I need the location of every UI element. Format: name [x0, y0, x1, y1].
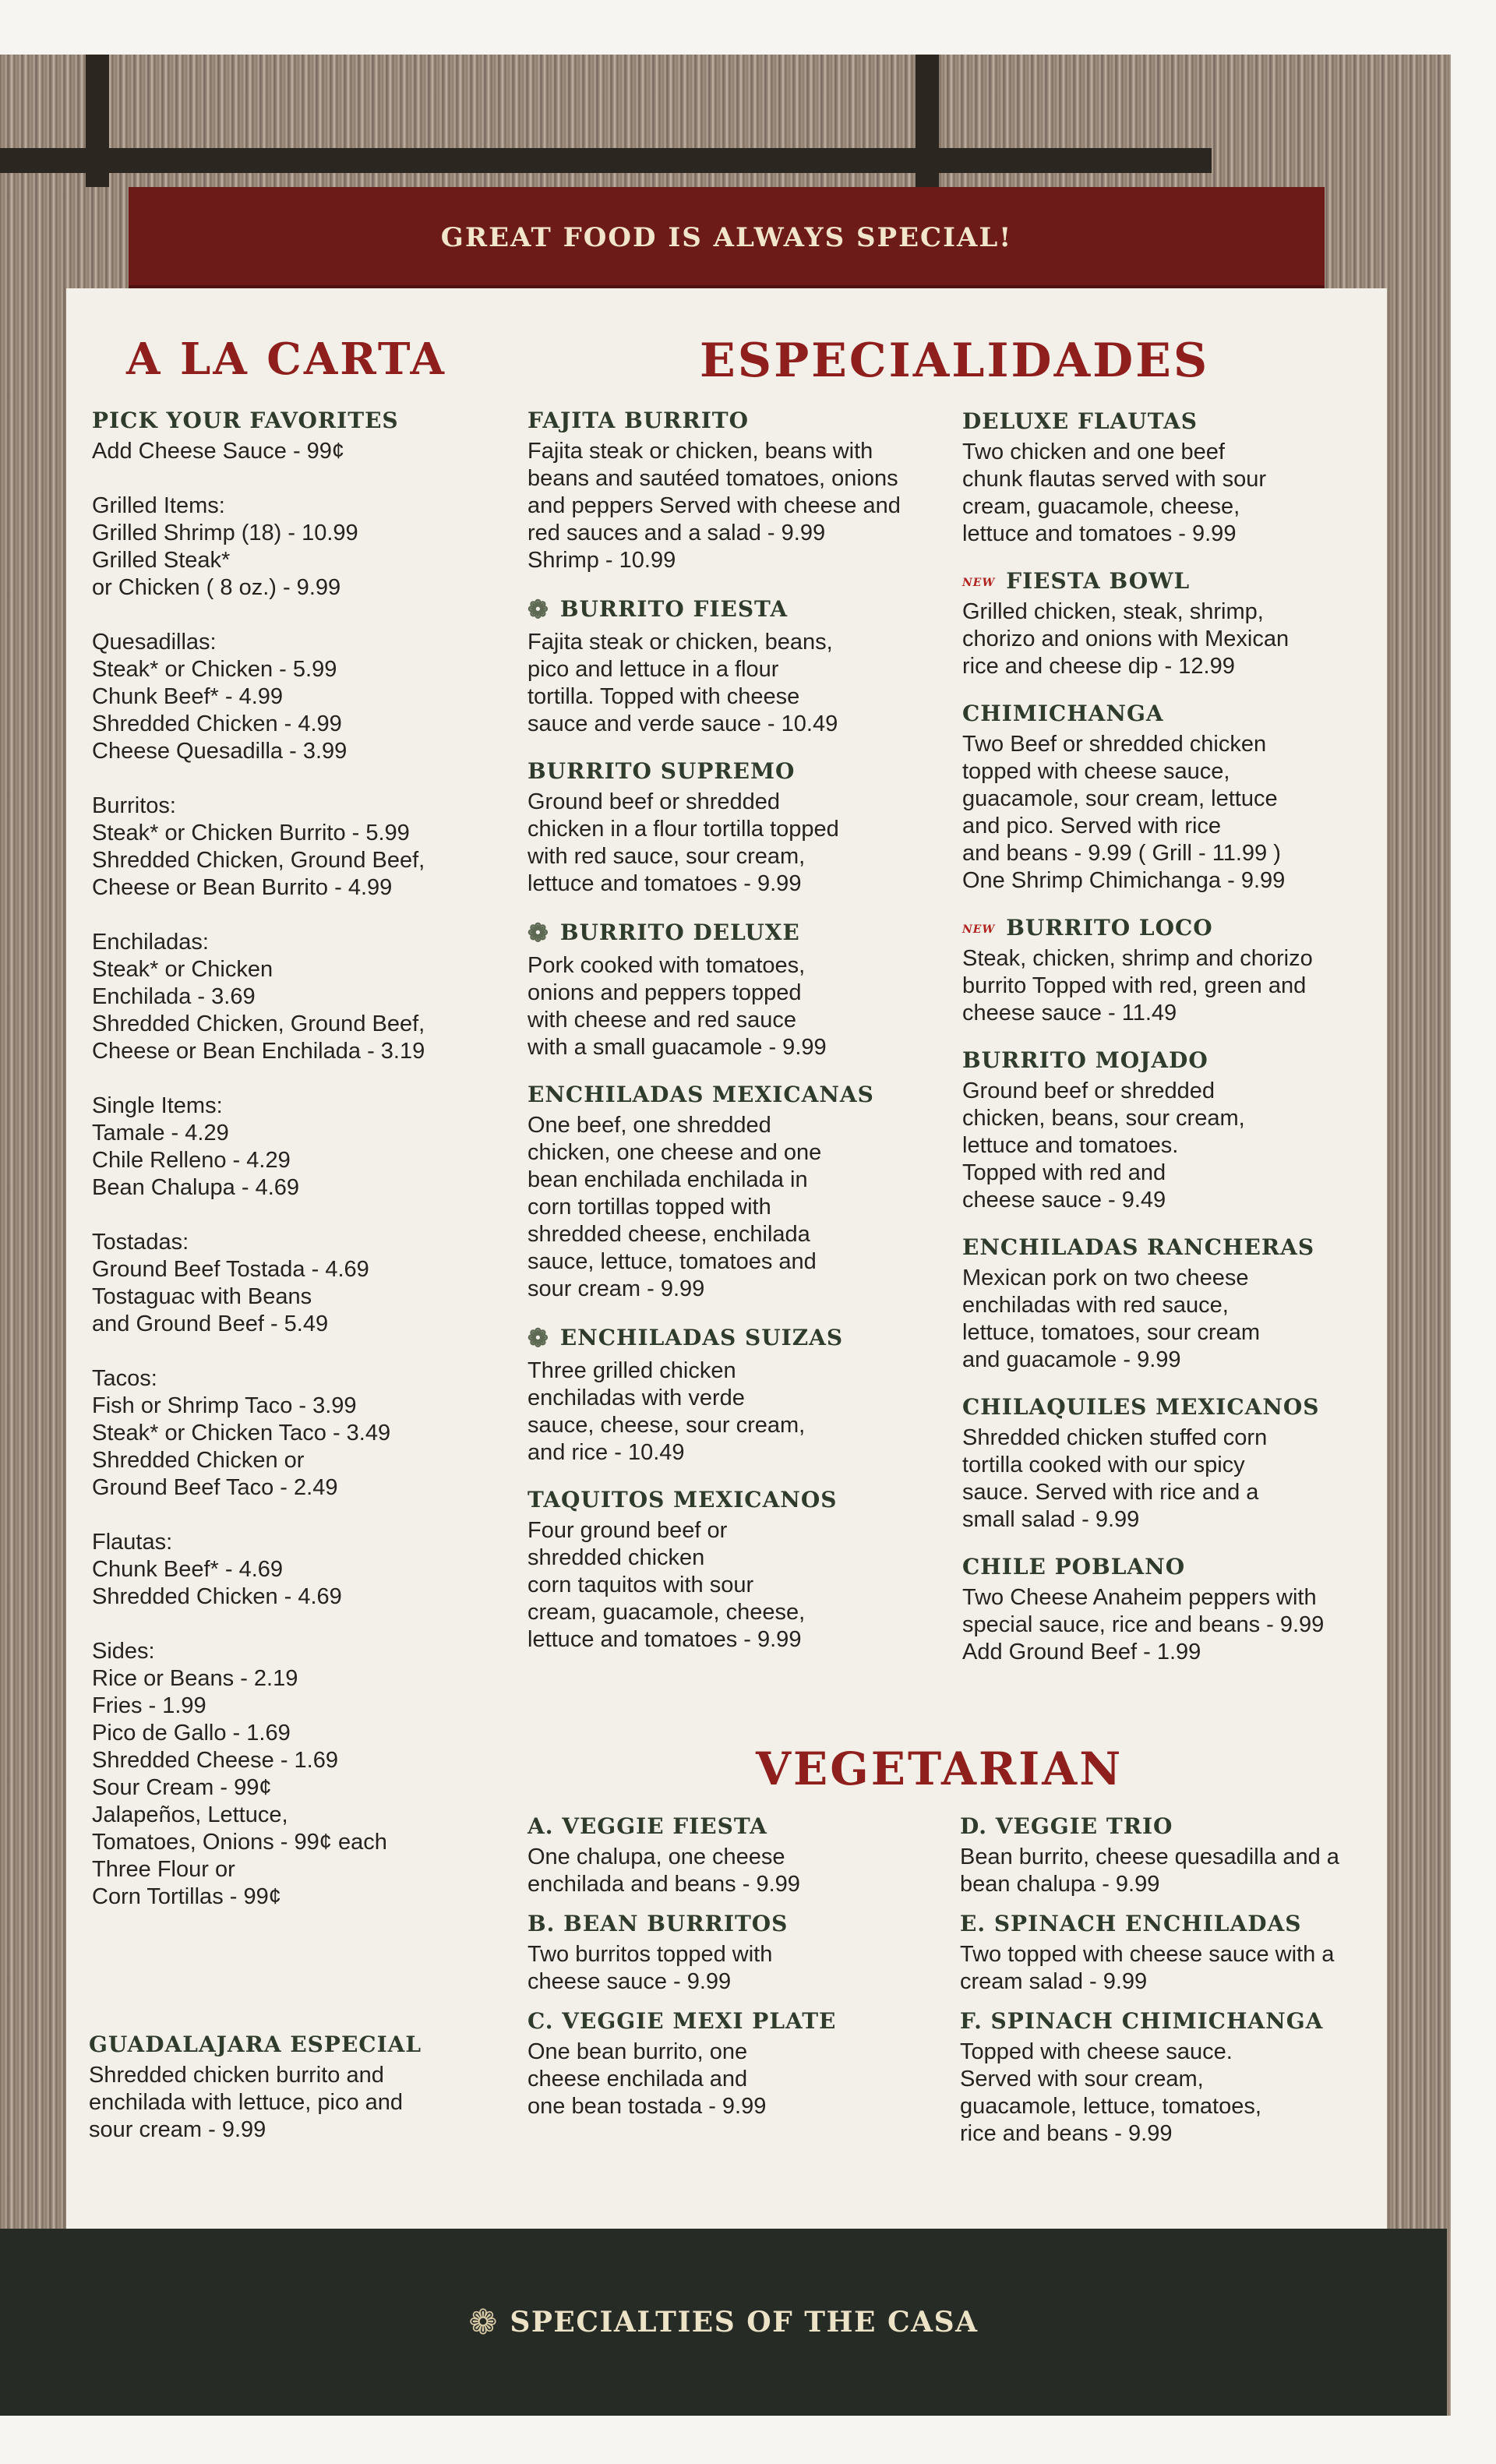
item-name-text: A. VEGGIE FIESTA	[527, 1813, 767, 1839]
item-name-text: BURRITO MOJADO	[962, 1047, 1208, 1073]
vegetarian-column-2	[960, 1813, 1396, 2160]
menu-item	[962, 408, 1383, 548]
menu-item	[962, 1554, 1383, 1666]
flower-icon: ❁	[527, 595, 549, 624]
item-name	[527, 2008, 948, 2034]
menu-item	[527, 1323, 964, 1467]
menu-item	[962, 1047, 1383, 1214]
item-description: Pork cooked with tomatoes, onions and peppers topped with cheese and red sauce with a small guacamole - 9.99	[527, 953, 827, 1060]
item-description: Steak, chicken, shrimp and chorizo burrito Topped with red, green and cheese sauce - 11.49	[962, 946, 1313, 1025]
item-description: Two topped with cheese sauce with a cream salad - 9.99	[960, 1942, 1335, 1994]
item-description: One beef, one shredded chicken, one cheese and one bean enchilada enchilada in corn tortillas topped with shredded cheese, enchilada sauce, lettuce, tomatoes and sour cream - 9.99	[527, 1113, 822, 1301]
a-la-carta-group: Flautas: Chunk Beef* - 4.69 Shredded Chicken - 4.69	[92, 1530, 342, 1609]
flower-icon: ❁	[527, 918, 549, 948]
item-description: Fajita steak or chicken, beans with beans and sautéed tomatoes, onions and peppers Served with cheese and red sauces and a salad - 9.99 Shrimp - 10.99	[527, 439, 901, 573]
item-description: Grilled chicken, steak, shrimp, chorizo and onions with Mexican rice and cheese dip - 12.99	[962, 599, 1290, 679]
footer-bar	[0, 2229, 1447, 2416]
menu-item	[527, 1911, 948, 1996]
item-description: Two Beef or shredded chicken topped with cheese sauce, guacamole, sour cream, lettuce and pico. Served with rice and beans - 9.99 ( Grill - 11.99 ) One Shrimp Chimichanga - 9.99	[962, 732, 1286, 893]
item-name-text: C. VEGGIE MEXI PLATE	[527, 2008, 837, 2034]
guadalajara-especial	[89, 2032, 510, 2144]
item-name-text: ENCHILADAS SUIZAS	[559, 1325, 844, 1350]
flower-icon: ❁	[468, 2303, 498, 2342]
a-la-carta-group: Burritos: Steak* or Chicken Burrito - 5.99 Shredded Chicken, Ground Beef, Cheese or Bean Burrito - 4.99	[92, 793, 425, 900]
beam-vertical-left	[86, 55, 109, 187]
menu-item	[527, 2008, 948, 2120]
item-name	[962, 1234, 1383, 1260]
title-a-la-carta: A LA CARTA	[126, 334, 446, 385]
menu-item	[962, 1234, 1383, 1374]
item-name	[527, 918, 964, 948]
menu-item	[527, 1487, 964, 1654]
item-name	[527, 758, 964, 784]
especialidades-column-2	[962, 408, 1383, 1686]
item-name	[962, 1394, 1383, 1420]
item-description: One bean burrito, one cheese enchilada and one bean tostada - 9.99	[527, 2039, 767, 2119]
a-la-carta-group: Grilled Items: Grilled Shrimp (18) - 10.99 Grilled Steak* or Chicken ( 8 oz.) - 9.99	[92, 493, 358, 600]
item-name	[527, 1487, 964, 1513]
a-la-carta-group: Tostadas: Ground Beef Tostada - 4.69 Tostaguac with Beans and Ground Beef - 5.49	[92, 1230, 369, 1336]
a-la-carta-group: Tacos: Fish or Shrimp Taco - 3.99 Steak* or Chicken Taco - 3.49 Shredded Chicken or Ground Beef Taco - 2.49	[92, 1366, 391, 1500]
menu-item	[960, 2008, 1396, 2148]
a-la-carta-group: Enchiladas: Steak* or Chicken Enchilada - 3.69 Shredded Chicken, Ground Beef, Cheese or Bean Enchilada - 3.19	[92, 930, 425, 1064]
new-badge: NEW	[962, 923, 996, 936]
item-name	[527, 1911, 948, 1936]
top-banner	[129, 187, 1325, 288]
item-name	[962, 1047, 1383, 1073]
flower-icon: ❁	[527, 1323, 549, 1353]
item-description: Topped with cheese sauce. Served with sour cream, guacamole, lettuce, tomatoes, rice and beans - 9.99	[960, 2039, 1261, 2146]
menu-item	[527, 758, 964, 898]
item-name	[527, 595, 964, 624]
item-name	[962, 568, 1383, 594]
item-name-text: D. VEGGIE TRIO	[960, 1813, 1173, 1839]
a-la-carta-group: Sides: Rice or Beans - 2.19 Fries - 1.99 Pico de Gallo - 1.69 Shredded Cheese - 1.69 Sour Cream - 99¢ Jalapeños, Lettuce, Tomatoes, Onions - 99¢ each Three Flour or Corn Tortillas - 99¢	[92, 1639, 387, 1909]
item-name: GUADALAJARA ESPECIAL	[89, 2032, 422, 2057]
title-especialidades: ESPECIALIDADES	[700, 334, 1210, 388]
menu-item	[527, 1813, 948, 1898]
item-name	[962, 701, 1383, 726]
menu-item	[960, 1911, 1396, 1996]
item-name-text: BURRITO LOCO	[1006, 915, 1213, 941]
item-name	[527, 1323, 964, 1353]
menu-item	[962, 701, 1383, 895]
item-name	[527, 408, 964, 433]
beam-horizontal	[0, 148, 1212, 173]
a-la-carta-group: Single Items: Tamale - 4.29 Chile Relleno - 4.29 Bean Chalupa - 4.69	[92, 1093, 300, 1200]
item-name	[962, 408, 1383, 434]
item-name-text: BURRITO DELUXE	[559, 920, 800, 945]
item-name-text: FIESTA BOWL	[1006, 568, 1191, 594]
item-description: Shredded chicken burrito and enchilada with lettuce, pico and sour cream - 9.99	[89, 2063, 404, 2142]
a-la-carta-group: Add Cheese Sauce - 99¢	[92, 439, 345, 464]
footer-text: SPECIALTIES OF THE CASA	[510, 2306, 979, 2339]
item-description: Shredded chicken stuffed corn tortilla cooked with our spicy sauce. Served with rice and a small salad - 9.99	[962, 1425, 1268, 1532]
item-description: Mexican pork on two cheese enchiladas with red sauce, lettuce, tomatoes, sour cream and guacamole - 9.99	[962, 1266, 1260, 1372]
item-description: Bean burrito, cheese quesadilla and a bean chalupa - 9.99	[960, 1844, 1339, 1897]
a-la-carta-group: Quesadillas: Steak* or Chicken - 5.99 Chunk Beef* - 4.99 Shredded Chicken - 4.99 Cheese Quesadilla - 3.99	[92, 630, 348, 764]
menu-item	[960, 1813, 1396, 1898]
new-badge: NEW	[962, 576, 996, 589]
item-name	[962, 915, 1383, 941]
a-la-carta-groups	[92, 438, 513, 1911]
item-name-text: ENCHILADAS MEXICANAS	[527, 1082, 874, 1107]
item-description: Ground beef or shredded chicken, beans, sour cream, lettuce and tomatoes. Topped with red and cheese sauce - 9.49	[962, 1078, 1245, 1213]
menu-item	[527, 595, 964, 738]
item-description: Four ground beef or shredded chicken corn taquitos with sour cream, guacamole, cheese, lettuce and tomatoes - 9.99	[527, 1518, 806, 1652]
item-name-text: CHILAQUILES MEXICANOS	[962, 1394, 1320, 1420]
item-name	[960, 1813, 1396, 1839]
pick-your-favorites-heading: PICK YOUR FAVORITES	[92, 408, 399, 433]
item-description: Two chicken and one beef chunk flautas served with sour cream, guacamole, cheese, lettuce and tomatoes - 9.99	[962, 439, 1267, 546]
item-name	[962, 1554, 1383, 1580]
item-name	[960, 2008, 1396, 2034]
menu-item	[527, 408, 964, 574]
item-name	[527, 1082, 964, 1107]
item-name-text: DELUXE FLAUTAS	[962, 408, 1198, 434]
item-name	[527, 1813, 948, 1839]
menu-item	[527, 1082, 964, 1303]
item-description: Fajita steak or chicken, beans, pico and lettuce in a flour tortilla. Topped with cheese sauce and verde sauce - 10.49	[527, 630, 838, 736]
item-name-text: BURRITO FIESTA	[559, 596, 789, 622]
item-name-text: CHILE POBLANO	[962, 1554, 1186, 1580]
item-name-text: E. SPINACH ENCHILADAS	[960, 1911, 1302, 1936]
banner-text: GREAT FOOD IS ALWAYS SPECIAL!	[440, 222, 1013, 253]
item-name-text: FAJITA BURRITO	[527, 408, 750, 433]
a-la-carta-column	[92, 408, 513, 1938]
vegetarian-column-1	[527, 1813, 948, 2133]
item-name-text: B. BEAN BURRITOS	[527, 1911, 789, 1936]
beam-vertical-right	[916, 55, 939, 187]
item-description: Ground beef or shredded chicken in a flour tortilla topped with red sauce, sour cream, lettuce and tomatoes - 9.99	[527, 789, 839, 896]
item-description: One chalupa, one cheese enchilada and beans - 9.99	[527, 1844, 800, 1897]
item-name-text: CHIMICHANGA	[962, 701, 1164, 726]
item-name-text: ENCHILADAS RANCHERAS	[962, 1234, 1315, 1260]
menu-item	[527, 918, 964, 1061]
item-name-text: F. SPINACH CHIMICHANGA	[960, 2008, 1324, 2034]
item-description: Three grilled chicken enchiladas with verde sauce, cheese, sour cream, and rice - 10.49	[527, 1358, 806, 1465]
item-description: Two Cheese Anaheim peppers with special sauce, rice and beans - 9.99 Add Ground Beef - 1.99	[962, 1585, 1325, 1664]
item-name	[960, 1911, 1396, 1936]
title-vegetarian: VEGETARIAN	[756, 1742, 1124, 1795]
item-name-text: BURRITO SUPREMO	[527, 758, 796, 784]
especialidades-column-1	[527, 408, 964, 1674]
item-description: Two burritos topped with cheese sauce - 9.99	[527, 1942, 773, 1994]
menu-item	[962, 568, 1383, 680]
menu-item	[962, 915, 1383, 1027]
menu-item	[962, 1394, 1383, 1534]
item-name-text: TAQUITOS MEXICANOS	[527, 1487, 838, 1513]
